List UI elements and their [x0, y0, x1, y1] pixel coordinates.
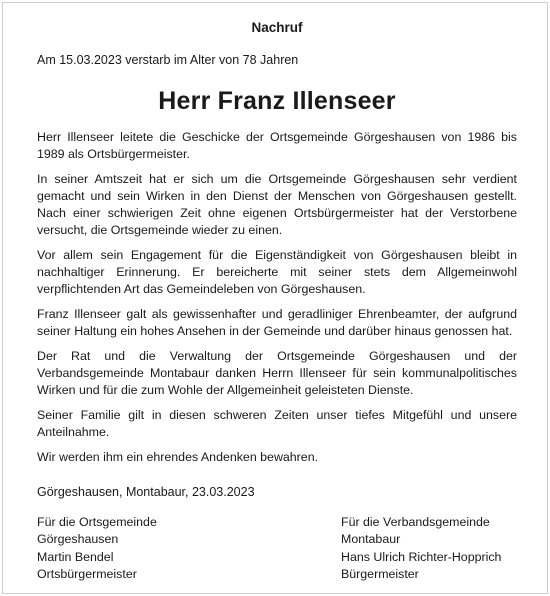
obituary-paragraph: Herr Illenseer leitete die Geschicke der Ortsgemeinde Görgeshausen von 1986 bis 1989 als Ortsbürgermeister. — [37, 130, 517, 161]
signature-org-line: Montabaur — [341, 532, 401, 546]
signatory-title: Bürgermeister — [341, 567, 419, 581]
obituary-paragraph: Seiner Familie gilt in diesen schweren Zeiten unser tiefes Mitgefühl und unsere Anteilnahme. — [37, 408, 517, 439]
signature-left-person — [37, 549, 137, 583]
signature-right-person — [341, 549, 501, 583]
obituary-paragraph: Franz Illenseer galt als gewissenhafter und geradliniger Ehrenbeamter, der aufgrund seiner Haltung ein hohes Ansehen in der Gemeinde und darüber hinaus genossen hat. — [37, 307, 517, 338]
signatory-title: Ortsbürgermeister — [37, 567, 137, 581]
notice-heading: Nachruf — [251, 20, 303, 35]
signature-org-line: Görgeshausen — [37, 532, 119, 546]
obituary-paragraph: Vor allem sein Engagement für die Eigenständigkeit von Görgeshausen bleibt in nachhaltiger Erinnerung. Er bereicherte mit seiner stets dem Allgemeinwohl verpflichtenden Art das Gemeindeleben von Görgeshausen. — [37, 248, 517, 296]
obituary-body — [37, 129, 517, 474]
notice-frame — [2, 2, 548, 594]
obituary-paragraph: Wir werden ihm ein ehrendes Andenken bewahren. — [37, 450, 319, 464]
obituary-paragraph: Der Rat und die Verwaltung der Ortsgemeinde Görgeshausen und der Verbandsgemeinde Montabaur danken Herrn Illenseer für sein kommunalpolitisches Wirken und für die zum Wohle der Allgemeinheit geleisteten Dienste. — [37, 349, 517, 397]
deceased-name: Herr Franz Illenseer — [158, 87, 396, 115]
signature-left-organization — [37, 514, 157, 548]
signatory-name: Hans Ulrich Richter-Hopprich — [341, 550, 502, 564]
place-and-date: Görgeshausen, Montabaur, 23.03.2023 — [37, 485, 255, 499]
obituary-paragraph: In seiner Amtszeit hat er sich um die Ortsgemeinde Görgeshausen sehr verdient gemacht und sein Wirken in den Dienst der Menschen von Görgeshausen gestellt. Nach einer schwierigen Zeit ohne eigenen Ortsbürgermeister hat der Verstorbene versucht, die Ortsgemeinde wieder zu einen. — [37, 172, 517, 237]
signature-org-line: Für die Ortsgemeinde — [37, 515, 157, 529]
signature-right-organization — [341, 514, 490, 548]
signatory-name: Martin Bendel — [37, 550, 114, 564]
signature-org-line: Für die Verbandsgemeinde — [341, 515, 490, 529]
death-announcement-line: Am 15.03.2023 verstarb im Alter von 78 Jahren — [37, 53, 299, 67]
